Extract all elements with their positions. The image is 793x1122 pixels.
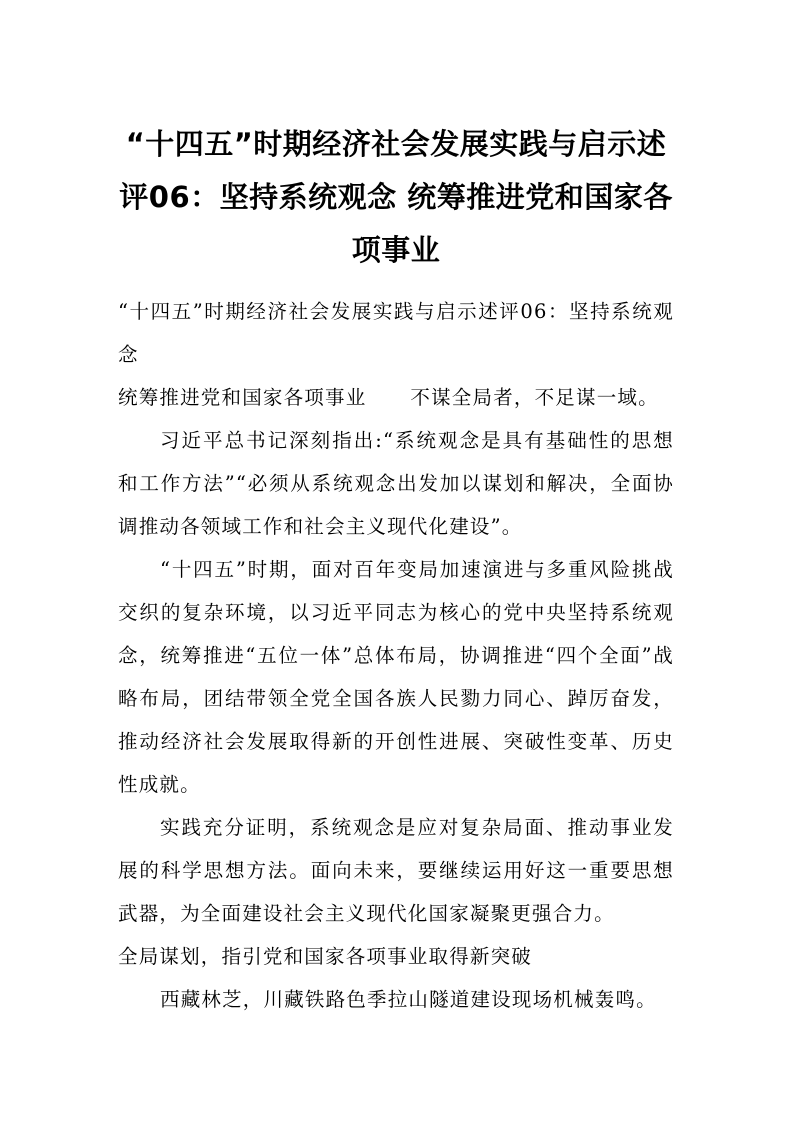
section-heading: 全局谋划，指引党和国家各项事业取得新突破 — [118, 945, 533, 968]
paragraph-line: 推动经济社会发展取得新的开创性进展、突破性变革、历史 — [118, 730, 674, 753]
paragraph-line: 习近平总书记深刻指出:“系统观念是具有基础性的思想 — [160, 429, 674, 452]
epigraph-text: 不谋全局者，不足谋一域。 — [410, 386, 659, 409]
subtitle-line: “十四五”时期经济社会发展实践与启示述评06：坚持系统观 — [118, 300, 674, 323]
paragraph-line: 展的科学思想方法。面向未来，要继续运用好这一重要思想 — [118, 859, 674, 882]
subtitle-line — [118, 376, 674, 419]
paragraph-line: “十四五”时期，面对百年变局加速演进与多重风险挑战 — [160, 558, 674, 581]
subtitle-text: 统筹推进党和国家各项事业 — [118, 386, 367, 409]
paragraph-line: 调推动各领域工作和社会主义现代化建设”。 — [118, 515, 523, 538]
document-body — [118, 290, 674, 1021]
subtitle-line: 念 — [118, 343, 139, 366]
paragraph-line: 实践充分证明，系统观念是应对复杂局面、推动事业发 — [160, 816, 674, 839]
paragraph-line: 和工作方法”“必须从系统观念出发加以谋划和解决，全面协 — [118, 472, 674, 495]
paragraph-line: 西藏林芝，川藏铁路色季拉山隧道建设现场机械轰鸣。 — [160, 988, 657, 1011]
paragraph-line: 武器，为全面建设社会主义现代化国家凝聚更强合力。 — [118, 902, 615, 925]
paragraph-line: 略布局，团结带领全党全国各族人民勠力同心、踔厉奋发， — [118, 687, 674, 710]
title-line: “十四五”时期经济社会发展实践与启示述 — [125, 127, 667, 161]
paragraph-line: 交织的复杂环境，以习近平同志为核心的党中央坚持系统观 — [118, 601, 674, 624]
title-line: 项事业 — [351, 233, 441, 267]
title-line: 评06：坚持系统观念 统筹推进党和国家各 — [119, 180, 673, 214]
document-title — [118, 118, 674, 277]
paragraph-line: 念，统筹推进“五位一体”总体布局，协调推进“四个全面”战 — [118, 644, 674, 667]
paragraph-line: 性成就。 — [118, 773, 201, 796]
